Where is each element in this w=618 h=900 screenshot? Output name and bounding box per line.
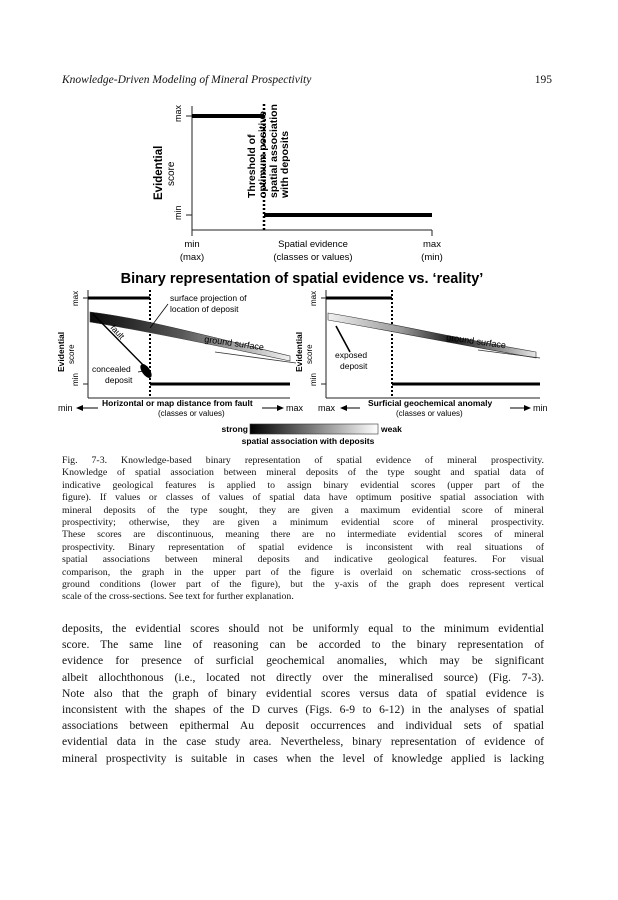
legend bbox=[222, 424, 403, 446]
surface-projection-2: location of deposit bbox=[170, 304, 239, 314]
right-y-min: min bbox=[309, 373, 318, 386]
caption-line: scale of the cross-sections. See text for further explanation. bbox=[62, 591, 294, 603]
right-arrow-left-head bbox=[340, 405, 347, 411]
top-x-right-1: max bbox=[423, 239, 441, 250]
caption-line: prospectivity. Binary representation of spatial evidence is inconsistent with real situations of bbox=[62, 541, 544, 553]
top-y-max: max bbox=[173, 104, 183, 122]
top-graph bbox=[153, 104, 443, 263]
left-x-min: min bbox=[58, 403, 73, 413]
left-x-label-1: Horizontal or map distance from fault bbox=[102, 398, 253, 408]
exposed-label-1: exposed bbox=[335, 350, 368, 360]
left-arrow-left-head bbox=[76, 405, 83, 411]
body-line: inconsistent with the shapes of the D curves (Figs. 6-9 to 6-12) in the analyses of spatial bbox=[62, 703, 544, 717]
page-number: 195 bbox=[534, 74, 552, 86]
legend-gradient-bar bbox=[250, 424, 378, 434]
concealed-label-1: concealed bbox=[92, 364, 131, 374]
right-y-label-1: Evidential bbox=[294, 331, 304, 372]
right-y-max: max bbox=[309, 290, 318, 306]
top-y-min: min bbox=[173, 205, 183, 220]
right-ground-surface-label: ground surface bbox=[445, 332, 507, 351]
right-arrow-right-head bbox=[524, 405, 531, 411]
left-x-max: max bbox=[286, 403, 304, 413]
surface-projection-1: surface projection of bbox=[170, 293, 247, 303]
caption-line: ground conditions (lower part of the figure), but the y-axis of the graph does represent vertical bbox=[62, 579, 544, 591]
left-y-max: max bbox=[71, 290, 80, 306]
left-x-label-2: (classes or values) bbox=[158, 409, 225, 418]
body-line: associations between epithermal Au deposit occurrences and individual sets of spatial bbox=[62, 719, 544, 733]
caption-line: comparison, the graph in the upper part of the figure is overlaid on schematic cross-sections of bbox=[62, 566, 544, 578]
running-head-title: Knowledge-Driven Modeling of Mineral Prospectivity bbox=[62, 74, 312, 86]
body-line: score. The same line of reasoning can be accorded to the binary representation of bbox=[62, 638, 544, 652]
threshold-label-3: spatial association bbox=[268, 104, 280, 198]
figure-heading: Binary representation of spatial evidence vs. ‘reality’ bbox=[120, 271, 484, 287]
body-paragraph bbox=[62, 621, 544, 767]
caption-line: Fig. 7-3. Knowledge-based binary representation of spatial evidence of mineral prospectivity. bbox=[62, 455, 544, 466]
legend-caption: spatial association with deposits bbox=[241, 436, 375, 446]
figure-caption bbox=[62, 455, 544, 604]
left-y-label-1: Evidential bbox=[56, 331, 66, 372]
top-x-left-2: (max) bbox=[179, 252, 205, 263]
left-ground-surface-label: ground surface bbox=[203, 334, 265, 353]
top-y-label-1: Evidential bbox=[153, 145, 165, 200]
caption-line: figure). If values or classes of values of spatial data have optimum positive spatial association with bbox=[62, 492, 544, 504]
caption-line: Knowledge of spatial association between mineral deposits of the type sought and spatial data of bbox=[62, 467, 544, 479]
right-x-min: min bbox=[533, 403, 548, 413]
top-x-left-1: min bbox=[184, 239, 200, 250]
body-line: albeit allochthonous (i.e., located not directly over the mineralised source) (Fig. 7-3). bbox=[62, 670, 544, 684]
threshold-label-2: optimum positive bbox=[257, 111, 269, 198]
top-x-center-2: (classes or values) bbox=[273, 252, 353, 263]
fault-label: fault bbox=[108, 322, 127, 342]
exposed-label-2: deposit bbox=[340, 361, 368, 371]
concealed-label-2: deposit bbox=[105, 375, 133, 385]
caption-line: mineral deposits of the type sought, they are given a maximum evidential score of mineral bbox=[62, 504, 544, 516]
caption-line: These scores are discontinuous, meaning there are no intermediate evidential scores of mineral bbox=[62, 529, 544, 541]
left-panel bbox=[56, 290, 304, 418]
legend-strong: strong bbox=[221, 424, 248, 434]
top-x-center-1: Spatial evidence bbox=[278, 239, 348, 250]
top-x-right-2: (min) bbox=[421, 252, 443, 263]
top-y-label-2: score bbox=[166, 161, 177, 186]
threshold-label-1: Threshold of bbox=[246, 134, 258, 198]
caption-line: spatial associations between mineral deposits and indicative geological features. For visual bbox=[62, 554, 544, 566]
concealed-deposit-shape bbox=[138, 362, 154, 380]
threshold-label-4: with deposits bbox=[279, 130, 291, 198]
right-x-label-2: (classes or values) bbox=[396, 409, 463, 418]
right-panel bbox=[294, 290, 548, 418]
right-x-label-1: Surficial geochemical anomaly bbox=[368, 398, 493, 408]
left-arrow-right-head bbox=[277, 405, 284, 411]
body-line: Note also that the graph of binary evidential scores versus data of spatial evidence is bbox=[62, 686, 544, 700]
exposed-pointer bbox=[336, 326, 350, 352]
right-x-max: max bbox=[318, 403, 336, 413]
left-y-label-2: score bbox=[67, 344, 76, 364]
legend-weak: weak bbox=[381, 424, 402, 434]
body-line: deposits, the evidential scores should not be uniformly equal to the minimum evidential bbox=[62, 622, 544, 635]
caption-line: prospectivity; otherwise, they are given a minimum evidential score of mineral prospectivity. bbox=[62, 517, 544, 529]
caption-line: indicative geological features is applied to assign binary evidential scores (upper part of the bbox=[62, 479, 544, 491]
left-y-min: min bbox=[71, 373, 80, 386]
body-line: mineral prospectivity is suitable in cases when the level of knowledge applied is lacking bbox=[62, 751, 544, 765]
body-line: evidence for presence of surficial geochemical anomalies, which may be significant bbox=[62, 654, 544, 668]
right-y-label-2: score bbox=[305, 344, 314, 364]
body-line: evidential data in the case study area. Nevertheless, binary representation of evidence of bbox=[62, 735, 544, 749]
